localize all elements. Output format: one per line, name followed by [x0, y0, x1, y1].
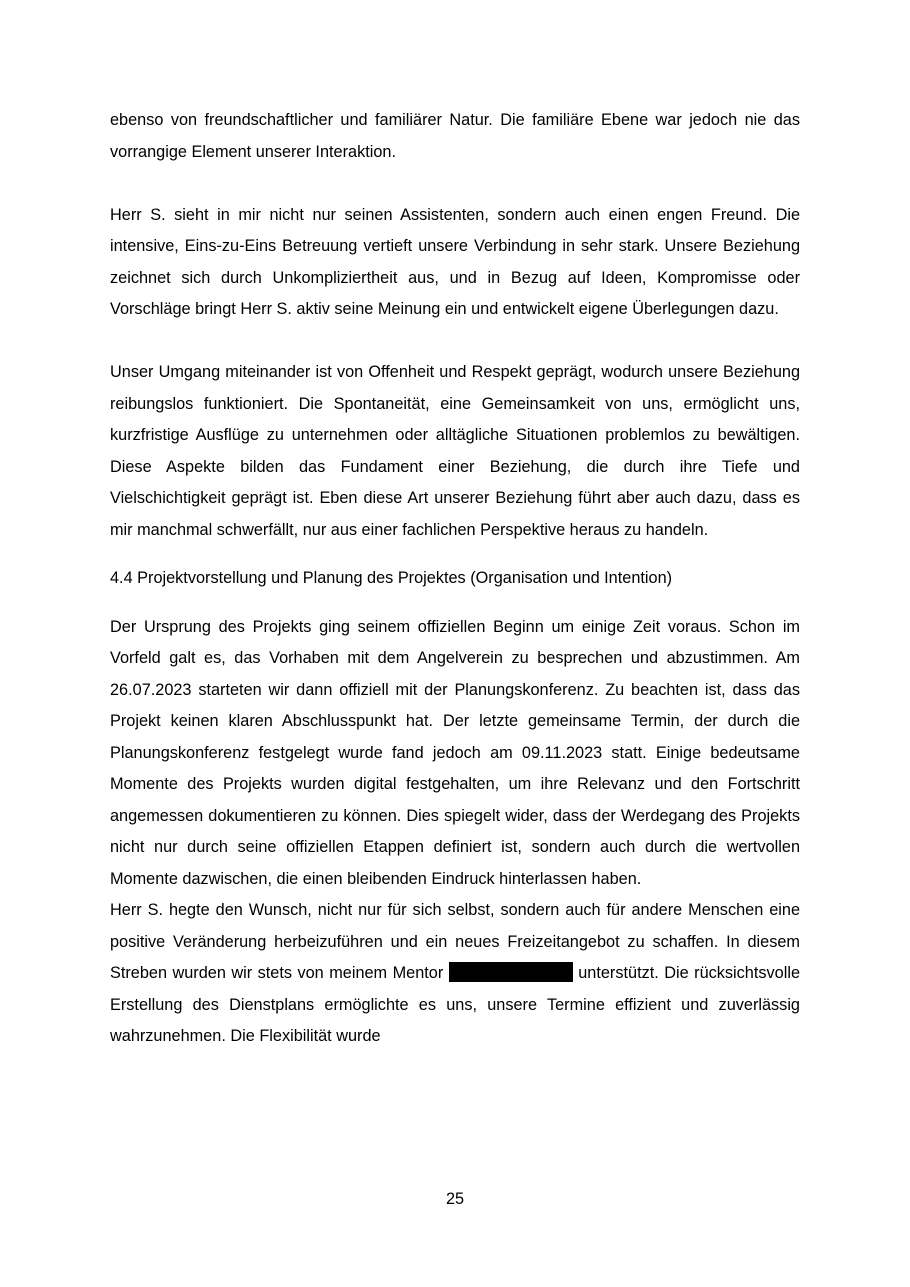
paragraph-relationship-nature: ebenso von freundschaftlicher und familiärer Natur. Die familiäre Ebene war jedoch nie das vorrangige Element unserer Interaktion.: [110, 111, 800, 161]
paragraph-mentor-support-text-after: unterstützt. Die rücksichtsvolle Erstellung des Dienstplans ermöglichte es uns, unsere Termine effizient und zuverlässig wahrzunehmen. Die Flexibilität wurde: [110, 964, 801, 1045]
page-number: 25: [445, 1190, 465, 1208]
paragraph-assistant-friend: Herr S. sieht in mir nicht nur seinen Assistenten, sondern auch einen engen Freund. Die intensive, Eins-zu-Eins Betreuung vertieft unsere Verbindung in sehr stark. Unsere Beziehung zeichnet sich durch Unkompliziertheit aus, und in Bezug auf Ideen, Kompromisse oder Vorschläge bringt Herr S. aktiv seine Meinung ein und entwickelt eigene Überlegungen dazu.: [110, 205, 800, 318]
paragraph-mentor-support: [110, 895, 800, 1053]
paragraph-mentor-support-text-before: Herr S. hegte den Wunsch, nicht nur für sich selbst, sondern auch für andere Menschen eine positive Veränderung herbeizuführen und ein neues Freizeitangebot zu schaffen. In diesem Streben wurden wir stets von meinem Mentor: [110, 901, 800, 982]
paragraph-openness-respect: Unser Umgang miteinander ist von Offenheit und Respekt geprägt, wodurch unsere Beziehung reibungslos funktioniert. Die Spontaneität, eine Gemeinsamkeit von uns, ermöglicht uns, kurzfristige Ausflüge zu unternehmen oder alltägliche Situationen problemlos zu bewältigen. Diese Aspekte bilden das Fundament einer Beziehung, die durch ihre Tiefe und Vielschichtigkeit geprägt ist. Eben diese Art unserer Beziehung führt aber auch dazu, dass es mir manchmal schwerfällt, nur aus einer fachlichen Perspektive heraus zu handeln.: [110, 363, 800, 539]
redaction-bar: [449, 962, 573, 982]
document-page: [110, 105, 800, 1053]
section-heading: 4.4 Projektvorstellung und Planung des Projektes (Organisation und Intention): [110, 569, 673, 587]
paragraph-project-origin: Der Ursprung des Projekts ging seinem offiziellen Beginn um einige Zeit voraus. Schon im Vorfeld galt es, das Vorhaben mit dem Angelverein zu besprechen und abzustimmen. Am 26.07.2023 starteten wir dann offiziell mit der Planungskonferenz. Zu beachten ist, dass das Projekt keinen klaren Abschlusspunkt hat. Der letzte gemeinsame Termin, der durch die Planungskonferenz festgelegt wurde fand jedoch am 09.11.2023 statt. Einige bedeutsame Momente des Projekts wurden digital festgehalten, um ihre Relevanz und den Fortschritt angemessen dokumentieren zu können. Dies spiegelt wider, dass der Werdegang des Projekts nicht nur durch seine offiziellen Etappen definiert ist, sondern auch durch die wertvollen Momente dazwischen, die einen bleibenden Eindruck hinterlassen haben.: [110, 617, 800, 888]
